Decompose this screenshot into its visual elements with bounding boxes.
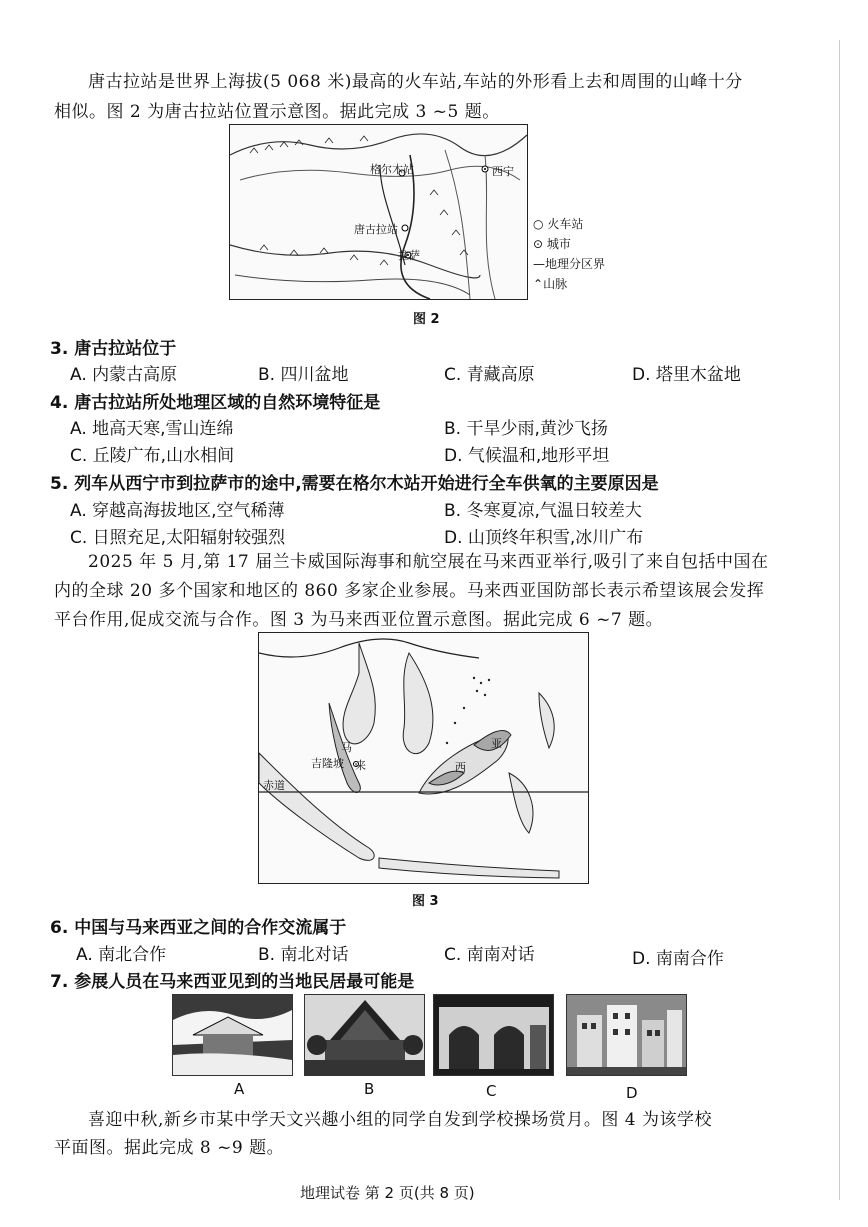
q4-option-c[interactable]: C. 丘陵广布,山水相间 <box>70 446 235 466</box>
boundary-line-icon: — <box>533 257 545 271</box>
figure-3-map <box>258 632 589 884</box>
q4-option-b[interactable]: B. 干旱少雨,黄沙飞扬 <box>444 419 608 439</box>
map-label-lai: 来 <box>355 759 366 772</box>
legend-item-mountain: ⌃山脉 <box>533 277 568 291</box>
intro-paragraph-2-line-3: 平台作用,促成交流与合作。图 3 为马来西亚位置示意图。据此完成 6 ~7 题。 <box>54 610 664 630</box>
question-6-stem: 6. 中国与马来西亚之间的合作交流属于 <box>50 918 347 938</box>
figure-2-caption: 图 2 <box>413 312 440 327</box>
q3-option-c[interactable]: C. 青藏高原 <box>444 365 535 385</box>
question-4-stem: 4. 唐古拉站所处地理区域的自然环境特征是 <box>50 393 381 413</box>
figure-2-map <box>229 124 528 300</box>
map-label-xi: 西 <box>455 761 466 774</box>
mountain-icon: ⌃ <box>533 277 544 291</box>
figure-2-legend <box>533 214 605 294</box>
photo-label-b: B <box>364 1080 375 1098</box>
map-label-geermu: 格尔木站 <box>370 163 414 176</box>
q3-option-b[interactable]: B. 四川盆地 <box>258 365 349 385</box>
map-label-ya: 亚 <box>491 737 502 750</box>
legend-item-city: ⊙ 城市 <box>533 237 571 251</box>
intro-paragraph-3-line-2: 平面图。据此完成 8 ~9 题。 <box>54 1138 285 1158</box>
intro-paragraph-1-line-1: 唐古拉站是世界上海拔(5 068 米)最高的火车站,车站的外形看上去和周围的山峰十分 <box>88 72 743 92</box>
q3-option-a[interactable]: A. 内蒙古高原 <box>70 365 178 385</box>
map-label-lasa: 拉萨 <box>398 249 420 262</box>
q6-option-a[interactable]: A. 南北合作 <box>76 945 167 965</box>
map-label-tanggula: 唐古拉站 <box>354 223 398 236</box>
house-photo-b[interactable] <box>304 994 425 1076</box>
intro-paragraph-2-line-2: 内的全球 20 多个国家和地区的 860 多家企业参展。马来西亚国防部长表示希望该展会发挥 <box>54 581 765 601</box>
q6-option-c[interactable]: C. 南南对话 <box>444 945 535 965</box>
house-photo-d[interactable] <box>566 994 687 1076</box>
figure-3-caption: 图 3 <box>412 894 439 909</box>
q4-option-d[interactable]: D. 气候温和,地形平坦 <box>444 446 610 466</box>
q5-option-a[interactable]: A. 穿越高海拔地区,空气稀薄 <box>70 501 285 521</box>
legend-item-boundary: —地理分区界 <box>533 257 606 271</box>
q4-option-a[interactable]: A. 地高天寒,雪山连绵 <box>70 419 234 439</box>
intro-paragraph-2-line-1: 2025 年 5 月,第 17 届兰卡威国际海事和航空展在马来西亚举行,吸引了来自包括中国在 <box>88 552 769 572</box>
map-label-xining: 西宁 <box>492 165 514 178</box>
southeast-asia-map-drawing <box>259 633 588 883</box>
page-footer: 地理试卷 第 2 页(共 8 页) <box>300 1184 475 1202</box>
q6-option-d[interactable]: D. 南南合作 <box>632 949 724 969</box>
map-label-equator: 赤道 <box>263 779 285 792</box>
question-3-stem: 3. 唐古拉站位于 <box>50 339 177 359</box>
intro-paragraph-1-line-2: 相似。图 2 为唐古拉站位置示意图。据此完成 3 ~5 题。 <box>54 102 500 122</box>
map-label-kuala-lumpur: 吉隆坡 <box>311 757 344 770</box>
legend-item-station: ○ 火车站 <box>533 217 584 231</box>
q5-option-d[interactable]: D. 山顶终年积雪,冰川广布 <box>444 528 644 548</box>
map-label-ma: 马 <box>341 741 352 754</box>
q5-option-b[interactable]: B. 冬寒夏凉,气温日较差大 <box>444 501 642 521</box>
city-icon: ⊙ <box>533 237 544 251</box>
tibet-plateau-map-drawing <box>230 125 527 299</box>
question-5-stem: 5. 列车从西宁市到拉萨市的途中,需要在格尔木站开始进行全车供氧的主要原因是 <box>50 474 659 494</box>
photo-label-a: A <box>234 1080 245 1098</box>
photo-label-d: D <box>626 1084 638 1102</box>
q3-option-d[interactable]: D. 塔里木盆地 <box>632 365 741 385</box>
intro-paragraph-3-line-1: 喜迎中秋,新乡市某中学天文兴趣小组的同学自发到学校操场赏月。图 4 为该学校 <box>88 1110 713 1130</box>
q6-option-b[interactable]: B. 南北对话 <box>258 945 349 965</box>
question-7-stem: 7. 参展人员在马来西亚见到的当地民居最可能是 <box>50 972 415 992</box>
station-icon: ○ <box>533 217 544 231</box>
q5-option-c[interactable]: C. 日照充足,太阳辐射较强烈 <box>70 528 286 548</box>
house-photo-c[interactable] <box>433 994 554 1076</box>
house-photo-a[interactable] <box>172 994 293 1076</box>
photo-label-c: C <box>486 1082 497 1100</box>
page-edge-line <box>839 40 840 1200</box>
